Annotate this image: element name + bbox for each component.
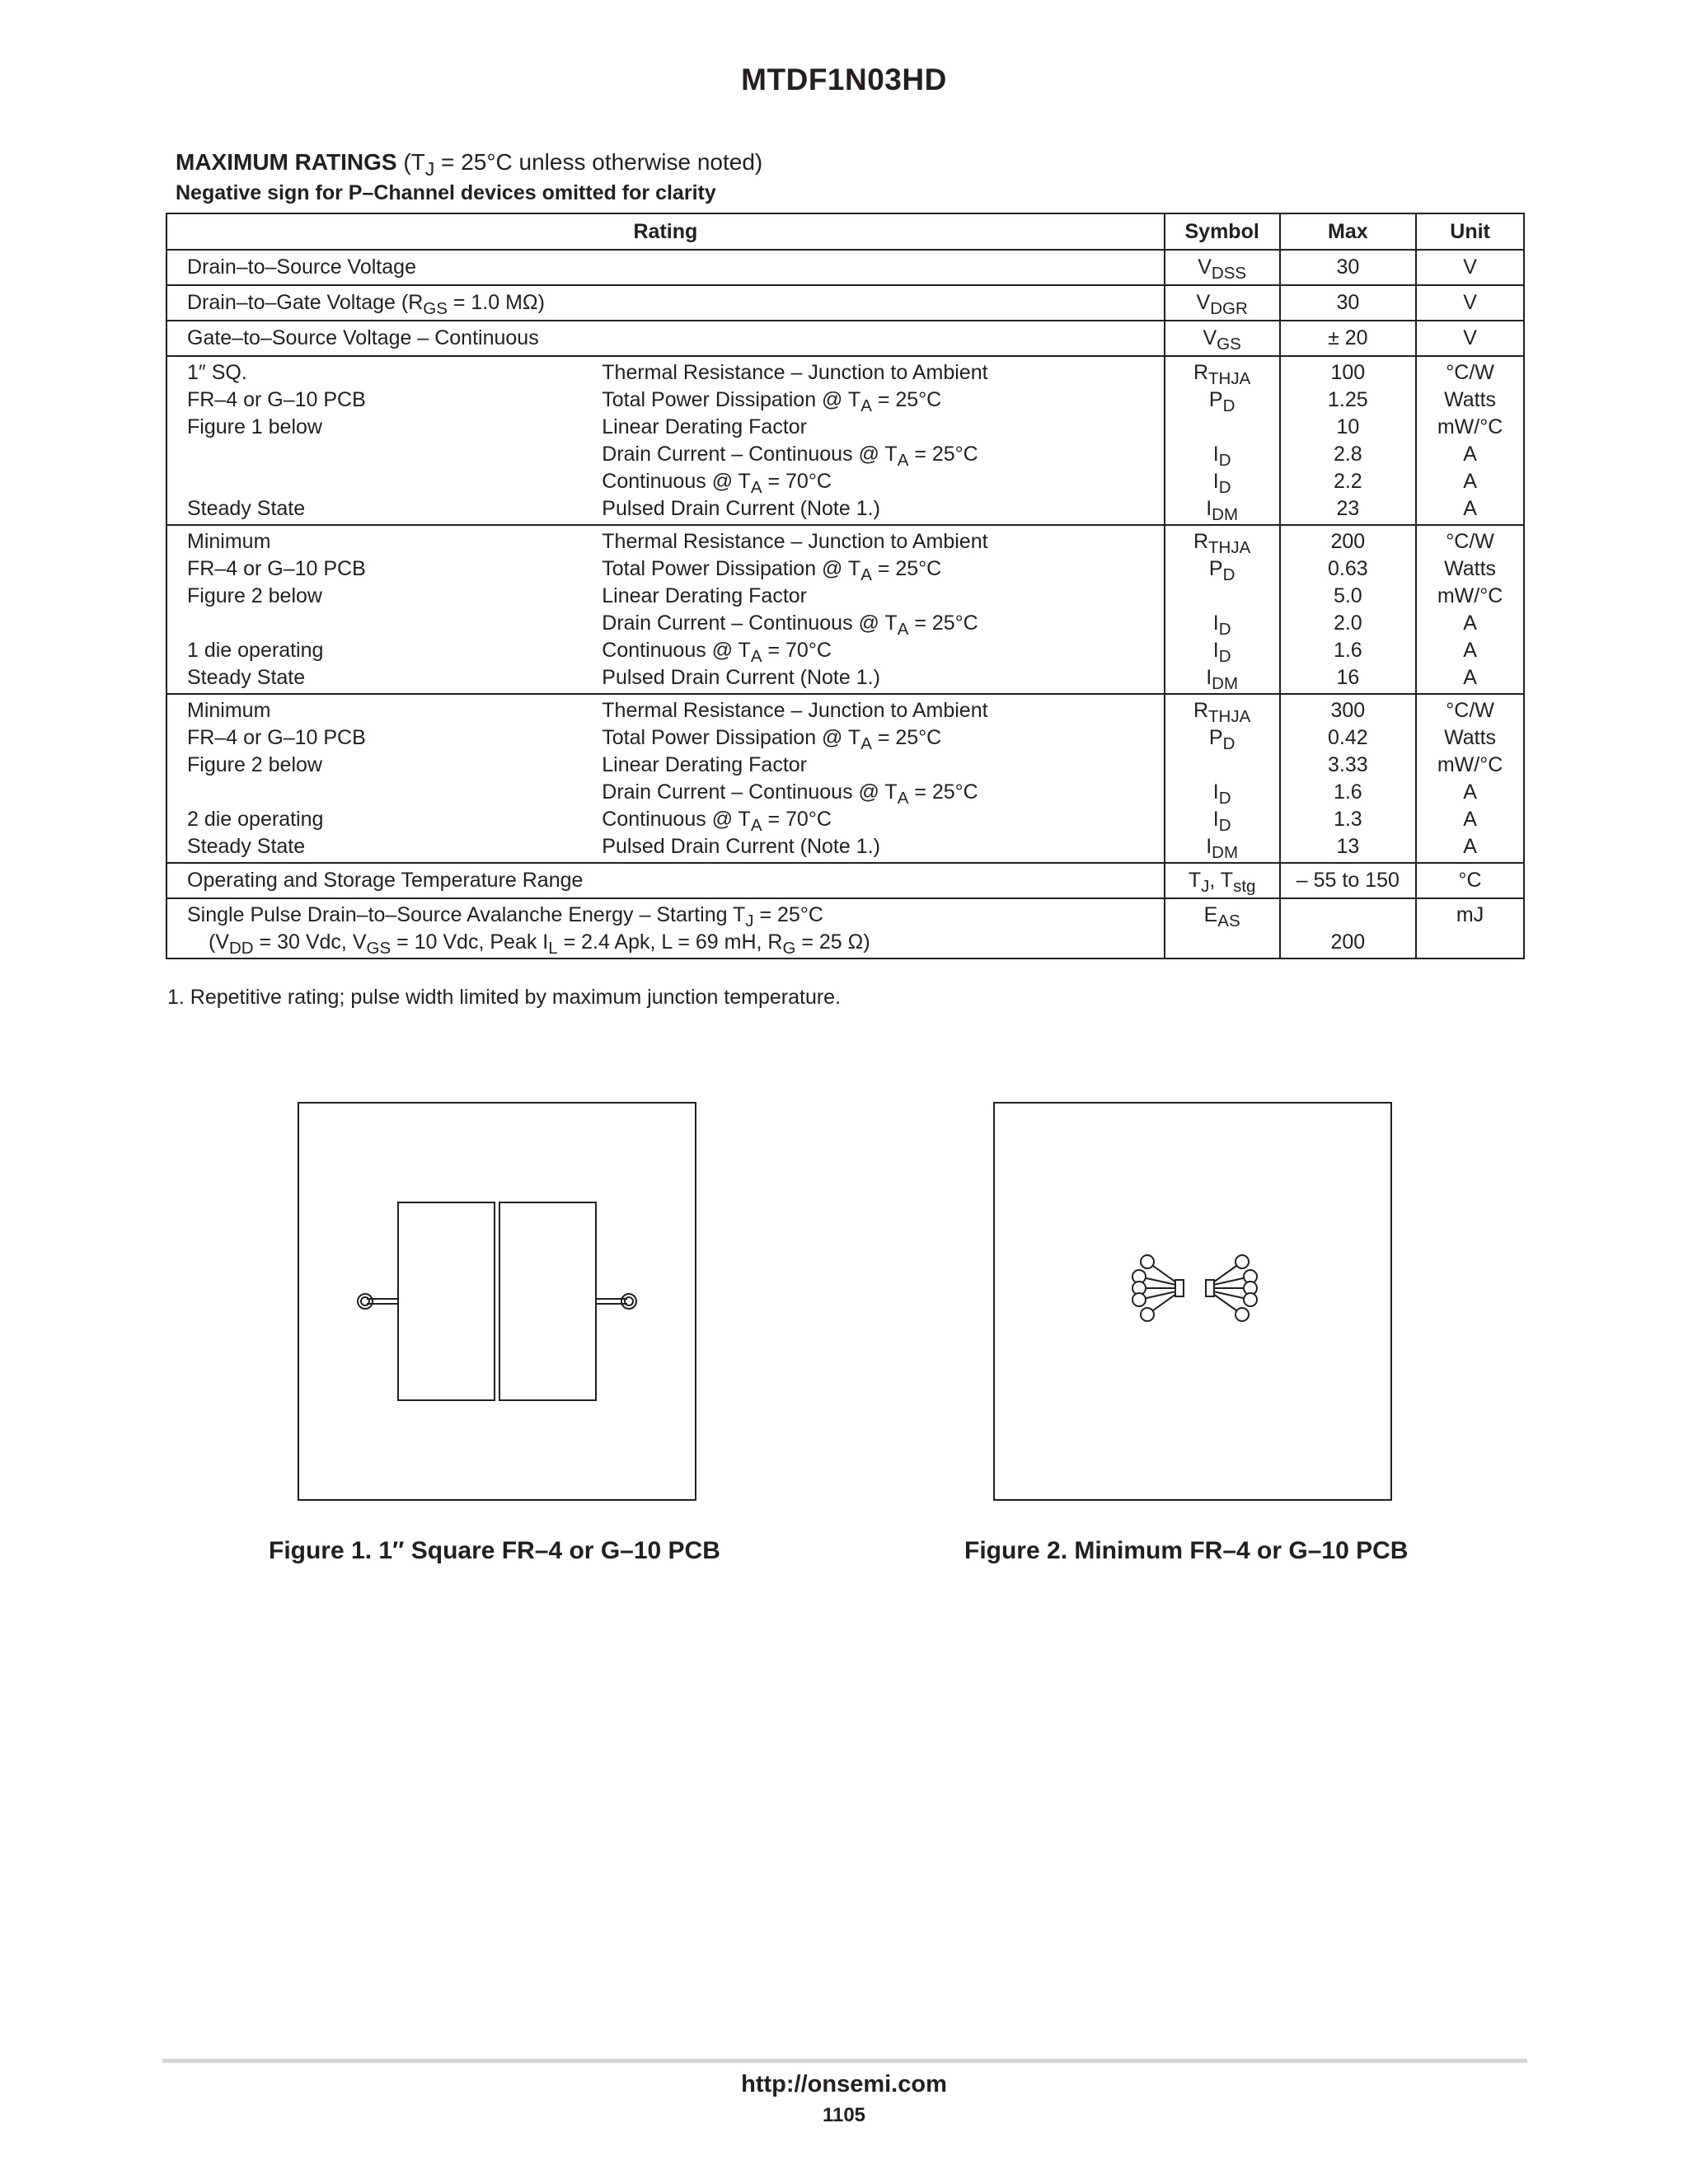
column-header-rating: Rating	[166, 213, 1165, 250]
condition-cell: 1″ SQ. FR–4 or G–10 PCB Figure 1 below Steady State	[166, 356, 602, 525]
symbol-cell: $R_{THJA}$ $P_D$ $I_D$ $I_D$ $I_{DM}$	[1165, 694, 1280, 863]
table-row-group-1	[166, 356, 1524, 525]
figure-1-layout-diagram	[299, 1104, 695, 1499]
footnote: 1. Repetitive rating; pulse width limited by maximum junction temperature.	[167, 986, 842, 1009]
parameter-cell: Thermal Resistance – Junction to Ambient Total Power Dissipation @ $T_A = 25^\circ C$ Linear Derating Factor Drain Current – Continuous @ $T_A = 25^\circ C$ Continuous @ $T_A = 70^\circ C$ Pulsed Drain Current (Note 1.)	[602, 694, 1164, 863]
table-header-row	[166, 213, 1524, 250]
table-row-group-3	[166, 694, 1524, 863]
table-row	[166, 285, 1524, 321]
ratings-heading-label: MAXIMUM RATINGS	[176, 149, 397, 175]
rating-cell: Gate–to–Source Voltage – Continuous	[166, 321, 1165, 356]
unit-cell: V	[1416, 285, 1524, 321]
table-row	[166, 898, 1524, 958]
unit-cell: mJ	[1416, 898, 1524, 958]
unit-cell: °C/W Watts mW/°C A A A	[1416, 525, 1524, 694]
symbol-cell: $V_{GS}$	[1165, 321, 1280, 356]
unit-cell: °C	[1416, 863, 1524, 898]
symbol-cell: $E_{AS}$	[1165, 898, 1280, 958]
symbol-cell: $V_{DSS}$	[1165, 250, 1280, 285]
max-cell: 30	[1280, 250, 1417, 285]
unit-cell: °C/W Watts mW/°C A A A	[1416, 694, 1524, 863]
max-cell: – 55 to 150	[1280, 863, 1417, 898]
max-cell: ± 20	[1280, 321, 1417, 356]
unit-cell: V	[1416, 250, 1524, 285]
figure-2-layout-diagram	[995, 1104, 1390, 1499]
symbol-cell: $V_{DGR}$	[1165, 285, 1280, 321]
condition-cell: Minimum FR–4 or G–10 PCB Figure 2 below 2 die operating Steady State	[166, 694, 602, 863]
symbol-cell: $T_J$, $T_{stg}$	[1165, 863, 1280, 898]
column-header-symbol: Symbol	[1165, 213, 1280, 250]
parameter-cell: Thermal Resistance – Junction to Ambient Total Power Dissipation @ $T_A = 25^\circ C$ Linear Derating Factor Drain Current – Continuous @ $T_A = 25^\circ C$ Continuous @ $T_A = 70^\circ C$ Pulsed Drain Current (Note 1.)	[602, 356, 1164, 525]
footer-divider	[162, 2059, 1527, 2063]
table-row-group-2	[166, 525, 1524, 694]
figure-1-caption: Figure 1. 1″ Square FR–4 or G–10 PCB	[269, 1537, 720, 1564]
rating-cell: Drain–to–Source Voltage	[166, 250, 1165, 285]
table-row	[166, 863, 1524, 898]
figure-1-pcb-drawing	[298, 1102, 696, 1501]
table-row	[166, 321, 1524, 356]
ratings-subheading: Negative sign for P–Channel devices omitted for clarity	[176, 181, 716, 204]
max-cell: 100 1.25 10 2.8 2.2 23	[1280, 356, 1417, 525]
document-title: MTDF1N03HD	[741, 63, 947, 96]
footer-url-link[interactable]: http://onsemi.com	[741, 2071, 947, 2097]
condition-cell: Minimum FR–4 or G–10 PCB Figure 2 below 1 die operating Steady State	[166, 525, 602, 694]
column-header-unit: Unit	[1416, 213, 1524, 250]
maximum-ratings-table	[166, 213, 1525, 959]
max-cell: 200 0.63 5.0 2.0 1.6 16	[1280, 525, 1417, 694]
rating-cell: Operating and Storage Temperature Range	[166, 863, 1165, 898]
max-cell: 300 0.42 3.33 1.6 1.3 13	[1280, 694, 1417, 863]
parameter-cell: Thermal Resistance – Junction to Ambient Total Power Dissipation @ $T_A = 25^\circ C$ Linear Derating Factor Drain Current – Continuous @ $T_A = 25^\circ C$ Continuous @ $T_A = 70^\circ C$ Pulsed Drain Current (Note 1.)	[602, 525, 1164, 694]
figure-2-caption: Figure 2. Minimum FR–4 or G–10 PCB	[964, 1537, 1409, 1564]
rating-cell: Single Pulse Drain–to–Source Avalanche Energy – Starting $T_J = 25^\circ C$ ($V_{DD} = 30$ Vdc, $V_{GS} = 10$ Vdc, Peak $I_L = 2.4$ Apk, L = 69 mH, $R_G = 25$ Ω)	[166, 898, 1165, 958]
rating-cell: Drain–to–Gate Voltage ($R_{GS} = 1.0$ MΩ)	[166, 285, 1165, 321]
figure-2-pcb-drawing	[993, 1102, 1392, 1501]
unit-cell: °C/W Watts mW/°C A A A	[1416, 356, 1524, 525]
symbol-cell: $R_{THJA}$ $P_D$ $I_D$ $I_D$ $I_{DM}$	[1165, 356, 1280, 525]
symbol-cell: $R_{THJA}$ $P_D$ $I_D$ $I_D$ $I_{DM}$	[1165, 525, 1280, 694]
ratings-heading: MAXIMUM RATINGS ($T_J = 25^\circ C$ unless otherwise noted)	[176, 149, 763, 180]
table-row	[166, 250, 1524, 285]
page-number: 1105	[822, 2104, 866, 2126]
max-cell: 30	[1280, 285, 1417, 321]
max-cell: 200	[1280, 898, 1417, 958]
column-header-max: Max	[1280, 213, 1417, 250]
unit-cell: V	[1416, 321, 1524, 356]
